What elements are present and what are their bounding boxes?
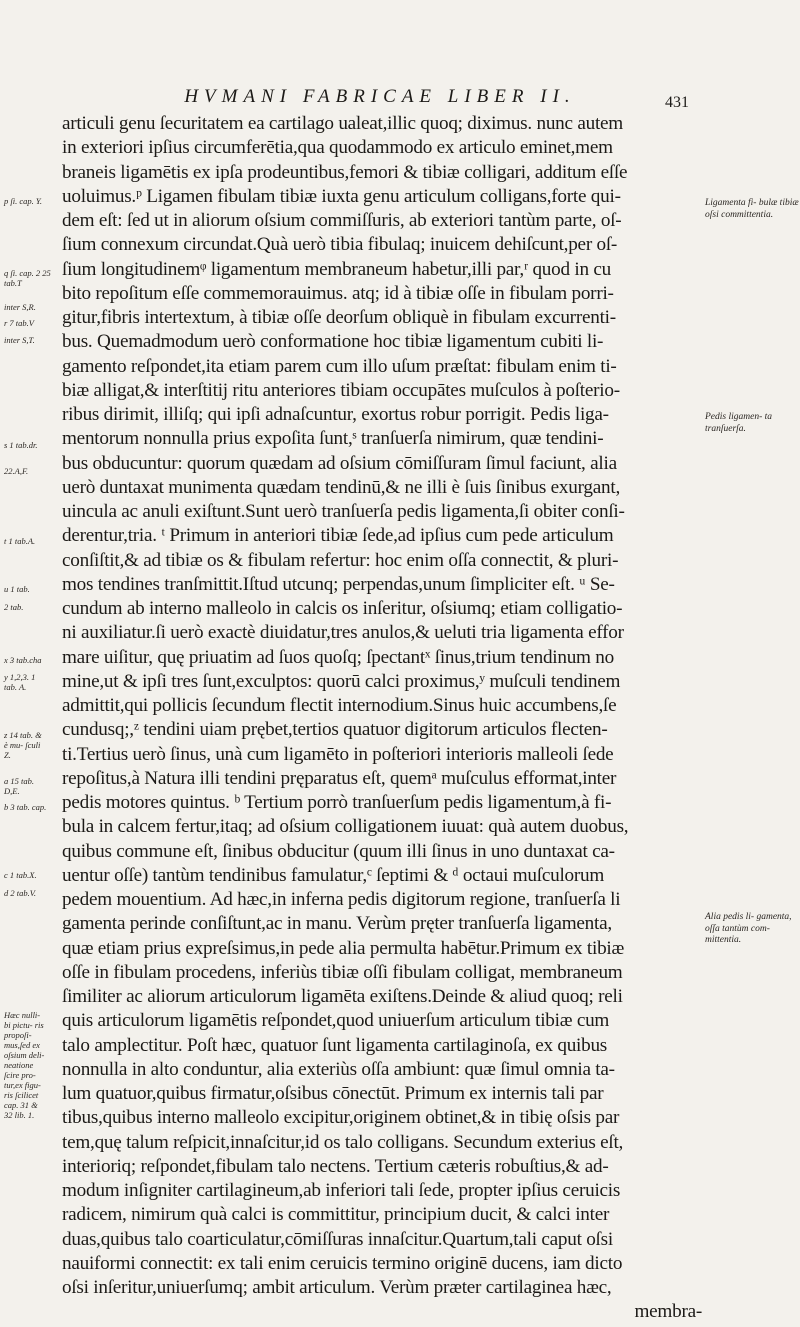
text-line: bula in calcem fertur,itaq; ad oſsium colligationem iuuat: quà autem duobus,: [62, 816, 629, 838]
text-line: nauiformi connectit: ex tali enim ceruicis termino originē ducens, iam dicto: [62, 1252, 623, 1274]
margin-reference: t 1 tab.A.: [4, 536, 36, 546]
margin-reference: 2 tab.: [4, 602, 24, 612]
text-line: talo amplectitur. Poſt hæc, quatuor ſunt ligamenta cartilaginoſa, ex quibus: [62, 1034, 608, 1056]
main-text-column: [62, 112, 702, 1325]
text-line: mos tendines tranſmittit.Iſtud utcunq; perpendas,unum ſimpliciter eſt. ᵘ Se-: [62, 573, 615, 595]
margin-reference: inter S,R.: [4, 302, 36, 312]
margin-reference: p ſi. cap. Y.: [4, 196, 42, 206]
text-line: cundusq;,ᶻ tendini uiam prębet,tertios quatuor digitorum articulos flecten-: [62, 719, 608, 741]
text-line: gitur,fibris intertextum, à tibiæ oſſe deorſum obliquè in fibulam excurrenti-: [62, 307, 616, 328]
catchword: membra-: [634, 1301, 702, 1323]
margin-note: Alia pedis li- gamenta, oſſa tantùm com- mittentia.: [705, 912, 792, 945]
margin-reference: u 1 tab.: [4, 584, 30, 594]
margin-reference: Hæc nulli- bi pictu- ris propoſi- mus,ſed ex oſsium deli- neatione ſcire pro- tur,ex figu- ris ſcilicet cap. 31 & 32 lib. 1.: [4, 1010, 45, 1120]
text-line: cundum ab interno malleolo in calcis os inſeritur, oſsiumq; etiam colligatio-: [62, 598, 623, 619]
text-line: uincula ac anuli exiſtunt.Sunt uerò tranſuerſa pedis ligamenta,ſi obiter conſi-: [62, 501, 625, 522]
text-line: repoſitus,à Natura illi tendini pręparatus eſt, quemᵃ muſculus efformat,inter: [62, 767, 617, 789]
text-line: gamenta perinde conſiſtunt,ac in manu. Verùm pręter tranſuerſa ligamenta,: [62, 913, 612, 935]
page-number: 431: [665, 94, 689, 111]
margin-reference: 22.A,F.: [4, 466, 29, 476]
running-title: HVMANI FABRICAE LIBER II.: [184, 86, 576, 107]
text-line: ſium longitudinemᵠ ligamentum membraneum habetur,illi par,ʳ quod in cu: [62, 258, 611, 280]
text-line: ribus dirimit, illiſq; qui ipſi adnaſcuntur, exortus robur porrigit. Pedis liga-: [62, 404, 609, 425]
text-line: uentur oſſe) tantùm tendinibus famulatur,ᶜ ſeptimi & ᵈ octaui muſculorum: [62, 864, 605, 886]
text-line: oſsi inſeritur,uniuerſumq; ambit articulum. Verùm præter cartilaginea hæc,: [62, 1277, 612, 1298]
text-line: ſium connexum circundat.Quà uerò tibia fibulaq; inuicem dehiſcunt,per oſ-: [62, 234, 618, 256]
text-line: tem,quę talum reſpicit,innaſcitur,id os talo colligans. Secundum exterius eſt,: [62, 1131, 624, 1153]
text-line: admittit,qui pollicis ſecundum flectit internodium.Sinus huic accumbens,ſe: [62, 695, 617, 716]
text-line: lum quatuor,quibus firmatur,oſsibus cōnectūt. Primum ex internis tali par: [62, 1083, 604, 1104]
text-line: bus obducuntur: quorum quædam ad oſsium cōmiſſuram ſimul faciunt, alia: [62, 452, 617, 474]
margin-note: Ligamenta fi- bulæ tibiæ oſsi committentia.: [705, 198, 799, 220]
text-line: duas,quibus talo coarticulatur,cōmiſſuras innaſcitur.Quartum,tali caput oſsi: [62, 1228, 613, 1250]
text-line: quis articulorum ligamētis reſpondet,quod uniuerſum articulum tibiæ cum: [62, 1010, 610, 1032]
text-line: mare uiſitur, quę priuatim ad ſuos quoſq; ſpectantˣ ſinus,trium tendinum no: [62, 646, 614, 668]
margin-reference: q ſi. cap. 2 25 tab.T: [4, 268, 51, 288]
text-line: ti.Tertius uerò ſinus, unà cum ligamēto in poſteriori interioris malleoli ſede: [62, 743, 614, 765]
text-line: articuli genu ſecuritatem ea cartilago ualeat,illic quoq; diximus. nunc autem: [62, 113, 623, 134]
text-line: uoluimus.ᵖ Ligamen fibulam tibiæ iuxta genu articulum colligans,forte qui-: [62, 185, 621, 207]
text-line: ni auxiliatur.ſi uerò exactè diuidatur,tres anulos,& ueluti tria ligamenta effor: [62, 622, 624, 644]
text-line: mentorum nonnulla prius expoſita ſunt,ˢ tranſuerſa nimirum, quæ tendini-: [62, 428, 604, 450]
margin-reference: x 3 tab.cha: [4, 655, 42, 665]
text-line: uerò duntaxat munimenta quædam tendinū,& ne illi è ſuis ſinibus exurgant,: [62, 476, 620, 498]
margin-note: Pedis ligamen- ta tranſuerſa.: [705, 412, 773, 434]
margin-reference: y 1,2,3. 1 tab. A.: [4, 672, 36, 692]
margin-reference: inter S,T.: [4, 335, 35, 345]
text-line: conſiſtit,& ad tibiæ os & fibulam refertur: hoc enim oſſa connectit, & pluri-: [62, 549, 619, 571]
text-line: nonnulla in alto conduntur, alia exteriùs oſſa ambiunt: quæ ſimul omnia ta-: [62, 1058, 615, 1080]
margin-reference: z 14 tab. & è mu- ſculi Z.: [4, 730, 42, 760]
text-line: tibus,quibus interno malleolo excipitur,originem obtinet,& in tibię oſsis par: [62, 1107, 620, 1129]
margin-reference: s 1 tab.dr.: [4, 440, 38, 450]
text-line: ſimiliter ac aliorum articulorum ligamēta exiſtens.Deinde & aliud quoq; reli: [62, 986, 623, 1007]
text-line: in exteriori ipſius circumferētia,qua quodammodo ex articulo eminet,mem: [62, 137, 613, 159]
text-line: derentur,tria. ᵗ Primum in anteriori tibiæ ſede,ad ipſius cum pede articulum: [62, 525, 614, 547]
margin-reference: d 2 tab.V.: [4, 888, 36, 898]
margin-reference: c 1 tab.X.: [4, 870, 37, 880]
text-line: pedem mouentium. Ad hæc,in inferna pedis digitorum regione, tranſuerſa li: [62, 889, 621, 910]
text-line: radicem, nimirum quà calci is committitur, principium ducit, & calci inter: [62, 1204, 610, 1226]
text-line: interioriq; reſpondet,fibulam talo nectens. Tertium cæteris robuſtius,& ad-: [62, 1155, 609, 1177]
text-line: bito repoſitum eſſe commemorauimus. atq; id à tibiæ oſſe in fibulam porri-: [62, 282, 614, 304]
margin-reference: r 7 tab.V: [4, 318, 34, 328]
text-line: oſſe in fibulam procedens, inferiùs tibiæ oſſi fibulam colligat, membraneum: [62, 961, 623, 983]
text-line: braneis ligamētis ex ipſa prodeuntibus,femori & tibiæ colligari, additum eſſe: [62, 161, 628, 183]
text-line: quibus commune eſt, ſinibus obducitur (quum illi ſinus in uno duntaxat ca-: [62, 840, 615, 862]
text-line: bus. Quemadmodum uerò conformatione hoc tibiæ ligamentum cubiti li-: [62, 331, 604, 353]
margin-reference: b 3 tab. cap.: [4, 802, 47, 812]
text-line: quæ etiam prius expreſsimus,in pede alia permulta habētur.Primum ex tibiæ: [62, 937, 625, 959]
margin-reference: a 15 tab. D,E.: [4, 776, 34, 796]
text-line: biæ alligat,& interſtitij ritu anteriores tibiam occupātes muſculos à poſterio-: [62, 379, 620, 401]
text-line: dem eſt: ſed ut in aliorum oſsium commiſſuris, ab exteriori tantùm parte, oſ-: [62, 210, 622, 231]
text-line: gamento reſpondet,ita etiam parem cum illo uſum præſtat: fibulam enim ti-: [62, 355, 617, 377]
text-line: modum inſigniter cartilagineum,ab inferiori tali ſede, propter ipſius ceruicis: [62, 1180, 621, 1201]
text-line: pedis motores quintus. ᵇ Tertium porrò tranſuerſum pedis ligamentum,à fi-: [62, 792, 612, 813]
text-line: mine,ut & ipſi tres ſunt,exculptos: quorū calci proximus,ʸ muſculi tendinem: [62, 670, 621, 692]
